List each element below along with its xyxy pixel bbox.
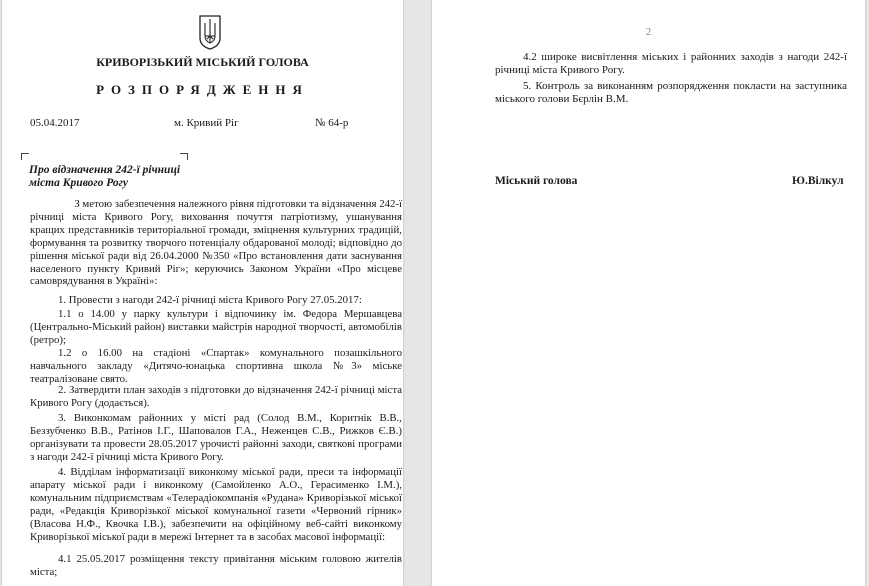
subject-bracket-right — [180, 153, 188, 160]
paragraph-item-3 — [30, 412, 402, 464]
paragraph-item-1: 1. Провести з нагоди 242-ї річниці міста Кривого Рогу 27.05.2017: — [58, 294, 362, 306]
paragraph-item-1-2 — [30, 347, 402, 386]
item-2-text: 2. Затвердити план заходів з підготовки до відзначення 242-ї річниці міста Кривого Рогу (додається). — [30, 384, 402, 409]
paragraph-item-1-1 — [30, 308, 402, 347]
document-type-title: РОЗПОРЯДЖЕННЯ — [96, 82, 309, 97]
document-page-1 — [2, 0, 403, 586]
item-1-2-text: 1.2 о 16.00 на стадіоні «Спартак» комунального позашкільного навчального закладу «Дитячо-юнацька спортивна школа №3» міське театралізоване свято. — [30, 347, 402, 385]
paragraph-intro — [30, 198, 402, 288]
document-date: 05.04.2017 — [30, 117, 80, 129]
paragraph-item-4 — [30, 466, 402, 543]
item-4-text: 4. Відділам інформатизації виконкому міської ради, преси та інформації апарату міської ради і виконкому (Самойленко А.О., Герасименко І.М.), комунальним підприємствам «Телерадіокомпанія «Рудана» Криворізької міської ради, «Редакція Криворізької міської комунальної газети «Червоний гірник» (Власова Н.Ф., Квочка І.В.), забезпечити на офіційному веб-сайті виконкому Криворізької міської ради в мережі Інтернет та в засобах масової інформації: — [30, 466, 402, 543]
signature-title: Міський голова — [495, 175, 578, 187]
intro-first-line: З метою забезпечення належного рівня підготовки та відзначення 242-ї — [74, 198, 402, 210]
signature-name: Ю.Вілкул — [792, 175, 844, 187]
coat-of-arms-icon — [198, 14, 222, 50]
paragraph-item-5 — [495, 80, 847, 106]
paragraph-item-2 — [30, 384, 402, 410]
paragraph-item-4-2 — [495, 51, 847, 77]
item-1-1-text: 1.1 о 14.00 у парку культури і відпочинку ім. Федора Мершавцева (Центрально-Міський район) виставки майстрів народної творчості, автомобілів (ретро); — [30, 308, 402, 346]
item-4-2-text: 4.2 широке висвітлення міських і районних заходів з нагоди 242-ї річниці міста Кривого Рогу. — [495, 51, 847, 76]
document-number: № 64-р — [315, 117, 349, 129]
subject-bracket-left — [21, 153, 29, 160]
paragraph-item-4-1 — [30, 553, 402, 579]
item-3-text: 3. Виконкомам районних у місті рад (Солод В.М., Коритнік В.В., Беззубченко В.В., Ратінов І.Г., Шаповалов Г.А., Неженцев С.В., Рижков Є.В.) організувати та провести 28.05.2017 урочисті районні заходи, святкові програми з нагоди 242-ї річниці міста Кривого Рогу. — [30, 412, 402, 463]
document-page-2 — [432, 0, 865, 586]
authority-title: КРИВОРІЗЬКИЙ МІСЬКИЙ ГОЛОВА — [96, 55, 309, 69]
item-4-1-text: 4.1 25.05.2017 розміщення тексту привітання міським головою жителів міста; — [30, 553, 402, 578]
document-subject: Про відзначення 242-ї річниці міста Кривого Рогу — [29, 164, 181, 189]
intro-body: річниці міста Кривого Рогу, виховання почуття патріотизму, ушанування кращих представників територіальної громади, зміцнення культурних традицій, формування та розвитку творчого потенціалу обдарованої молоді; відповідно до рішення міської ради від 26.04.2000 №350 «Про встановлення дати заснування населеного пункту Кривий Ріг»; керуючись Законом України «Про місцеве самоврядування в Україні»: — [30, 210, 402, 288]
document-place: м. Кривий Ріг — [174, 117, 239, 129]
item-5-text: 5. Контроль за виконанням розпорядження покласти на заступника міського голови Бєрлін В.М. — [495, 80, 847, 105]
page-number: 2 — [645, 26, 652, 38]
